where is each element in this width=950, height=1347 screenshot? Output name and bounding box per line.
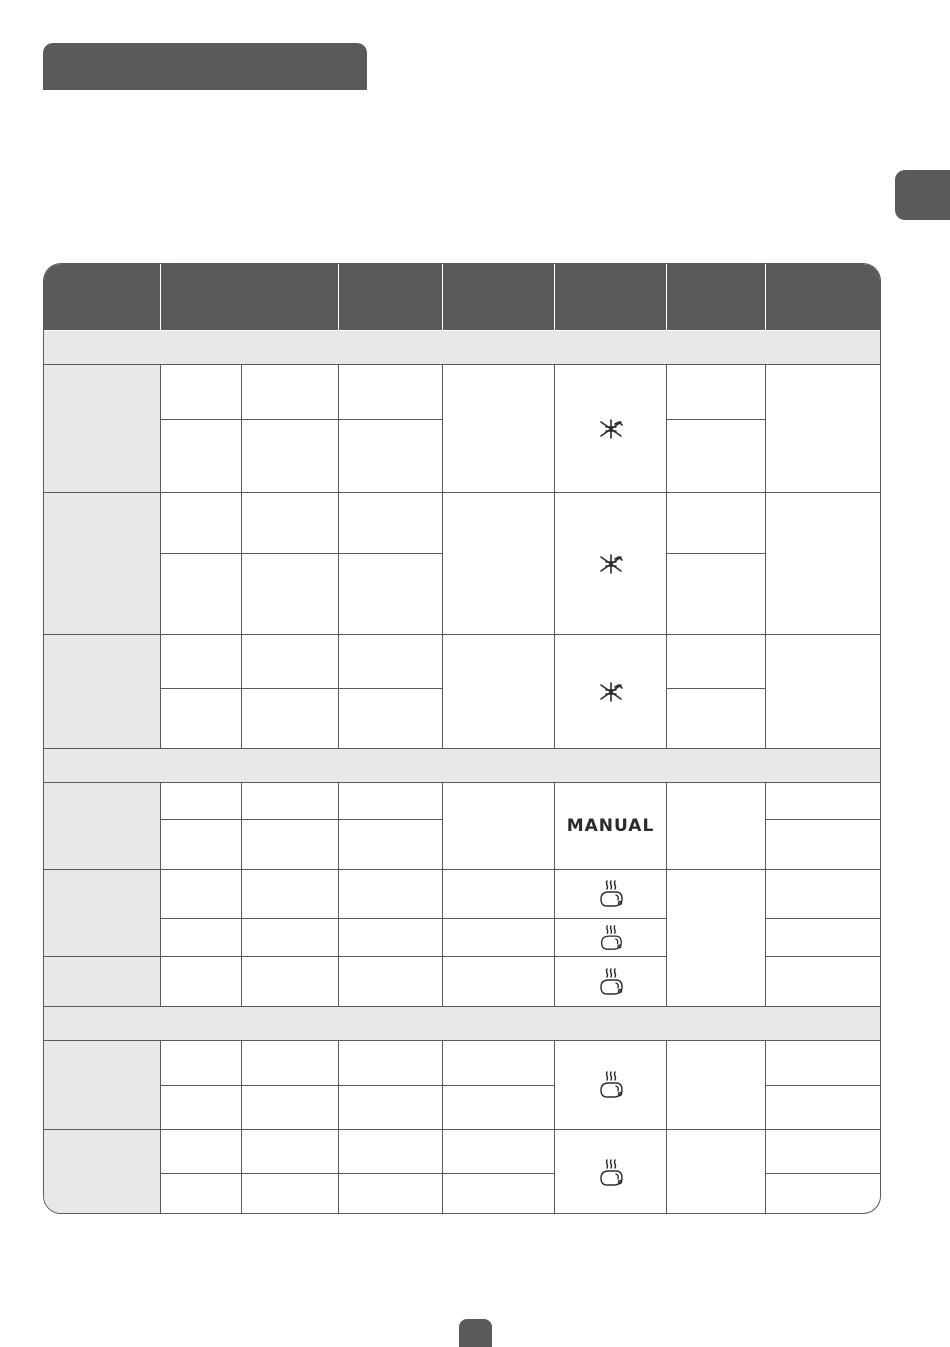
roast-chicken-icon xyxy=(596,1070,626,1100)
table-cell xyxy=(443,493,555,635)
table-cell xyxy=(242,1130,339,1174)
program-cell xyxy=(555,919,667,957)
table-cell xyxy=(161,783,242,820)
table-cell xyxy=(161,870,242,919)
program-cell xyxy=(555,957,667,1007)
header-cell xyxy=(766,264,881,331)
table-cell xyxy=(766,957,881,1007)
table-cell xyxy=(766,820,881,870)
table-cell xyxy=(339,919,443,957)
table-cell xyxy=(242,420,339,493)
table-cell xyxy=(443,365,555,493)
table-cell xyxy=(667,870,766,1007)
table-cell xyxy=(161,1086,242,1130)
table-cell xyxy=(667,493,766,554)
food-label-cell xyxy=(44,493,161,635)
table-cell xyxy=(161,554,242,635)
defrost-icon xyxy=(597,553,625,575)
header-cell xyxy=(44,264,161,331)
table-cell xyxy=(242,783,339,820)
table-cell xyxy=(667,635,766,689)
table-cell xyxy=(242,689,339,749)
section-row xyxy=(44,331,881,365)
table-cell xyxy=(667,365,766,420)
header-cell xyxy=(555,264,667,331)
table-cell xyxy=(766,1130,881,1174)
table-cell xyxy=(242,870,339,919)
table-cell xyxy=(161,635,242,689)
table-cell xyxy=(339,1041,443,1086)
food-label-cell xyxy=(44,1130,161,1214)
table-cell xyxy=(339,689,443,749)
section-title-bar xyxy=(43,43,367,90)
table-cell xyxy=(339,554,443,635)
table-cell xyxy=(667,783,766,870)
table-cell xyxy=(766,870,881,919)
header-cell xyxy=(339,264,443,331)
defrost-icon xyxy=(597,418,625,440)
table-cell xyxy=(667,420,766,493)
table-cell xyxy=(339,820,443,870)
food-label-cell xyxy=(44,365,161,493)
program-cell xyxy=(555,1130,667,1214)
food-label-cell xyxy=(44,870,161,957)
table-cell xyxy=(766,1086,881,1130)
program-cell xyxy=(555,635,667,749)
program-cell xyxy=(555,493,667,635)
table-cell xyxy=(339,870,443,919)
food-label-cell xyxy=(44,783,161,870)
table-cell xyxy=(339,493,443,554)
table-cell xyxy=(242,635,339,689)
table-cell xyxy=(766,493,881,635)
table-cell xyxy=(339,1086,443,1130)
table-cell xyxy=(339,365,443,420)
table-cell xyxy=(766,783,881,820)
header-cell xyxy=(161,264,339,331)
table-cell xyxy=(161,919,242,957)
roast-chicken-icon xyxy=(596,967,626,997)
table-cell xyxy=(161,1041,242,1086)
table-cell xyxy=(667,689,766,749)
table-cell xyxy=(242,1041,339,1086)
table-cell xyxy=(766,365,881,493)
table-cell xyxy=(242,1174,339,1214)
food-label-cell xyxy=(44,635,161,749)
table-cell xyxy=(242,1086,339,1130)
table-cell xyxy=(161,1174,242,1214)
table-cell xyxy=(242,820,339,870)
table-cell xyxy=(161,689,242,749)
food-label-cell xyxy=(44,957,161,1007)
program-cell xyxy=(555,365,667,493)
table-cell xyxy=(443,1041,555,1086)
table-cell xyxy=(443,919,555,957)
table-cell xyxy=(443,1130,555,1174)
table-cell xyxy=(161,365,242,420)
table-cell xyxy=(443,635,555,749)
program-cell xyxy=(555,870,667,919)
table-cell xyxy=(443,783,555,870)
table-cell xyxy=(339,1174,443,1214)
table-cell xyxy=(161,420,242,493)
table-cell xyxy=(339,783,443,820)
table-cell xyxy=(667,554,766,635)
table-cell xyxy=(242,957,339,1007)
chapter-tab xyxy=(895,170,950,220)
program-cell xyxy=(555,1041,667,1130)
table-cell xyxy=(766,1174,881,1214)
table-cell xyxy=(443,1086,555,1130)
program-cell xyxy=(555,783,667,870)
table-cell xyxy=(339,1130,443,1174)
table-cell xyxy=(242,493,339,554)
table-cell xyxy=(242,365,339,420)
table-cell xyxy=(161,1130,242,1174)
header-cell xyxy=(667,264,766,331)
table-cell xyxy=(667,1041,766,1130)
table-cell xyxy=(161,493,242,554)
table-cell xyxy=(766,635,881,749)
cooking-table xyxy=(43,263,881,1214)
table-cell xyxy=(766,1041,881,1086)
table-cell xyxy=(161,820,242,870)
table-cell xyxy=(161,957,242,1007)
defrost-icon xyxy=(597,681,625,703)
roast-chicken-icon xyxy=(597,924,625,952)
roast-chicken-icon xyxy=(596,879,626,909)
header-cell xyxy=(443,264,555,331)
section-row xyxy=(44,749,881,783)
page-number-tab xyxy=(459,1319,492,1347)
table-cell xyxy=(667,1130,766,1214)
table-cell xyxy=(443,870,555,919)
table-cell xyxy=(443,957,555,1007)
manual-label: MANUAL xyxy=(566,816,655,836)
table-cell xyxy=(766,919,881,957)
table-cell xyxy=(242,554,339,635)
table-cell xyxy=(339,957,443,1007)
roast-chicken-icon xyxy=(596,1158,626,1188)
table-cell xyxy=(443,1174,555,1214)
table-cell xyxy=(339,420,443,493)
table-cell xyxy=(242,919,339,957)
section-row xyxy=(44,1007,881,1041)
food-label-cell xyxy=(44,1041,161,1130)
table-cell xyxy=(339,635,443,689)
